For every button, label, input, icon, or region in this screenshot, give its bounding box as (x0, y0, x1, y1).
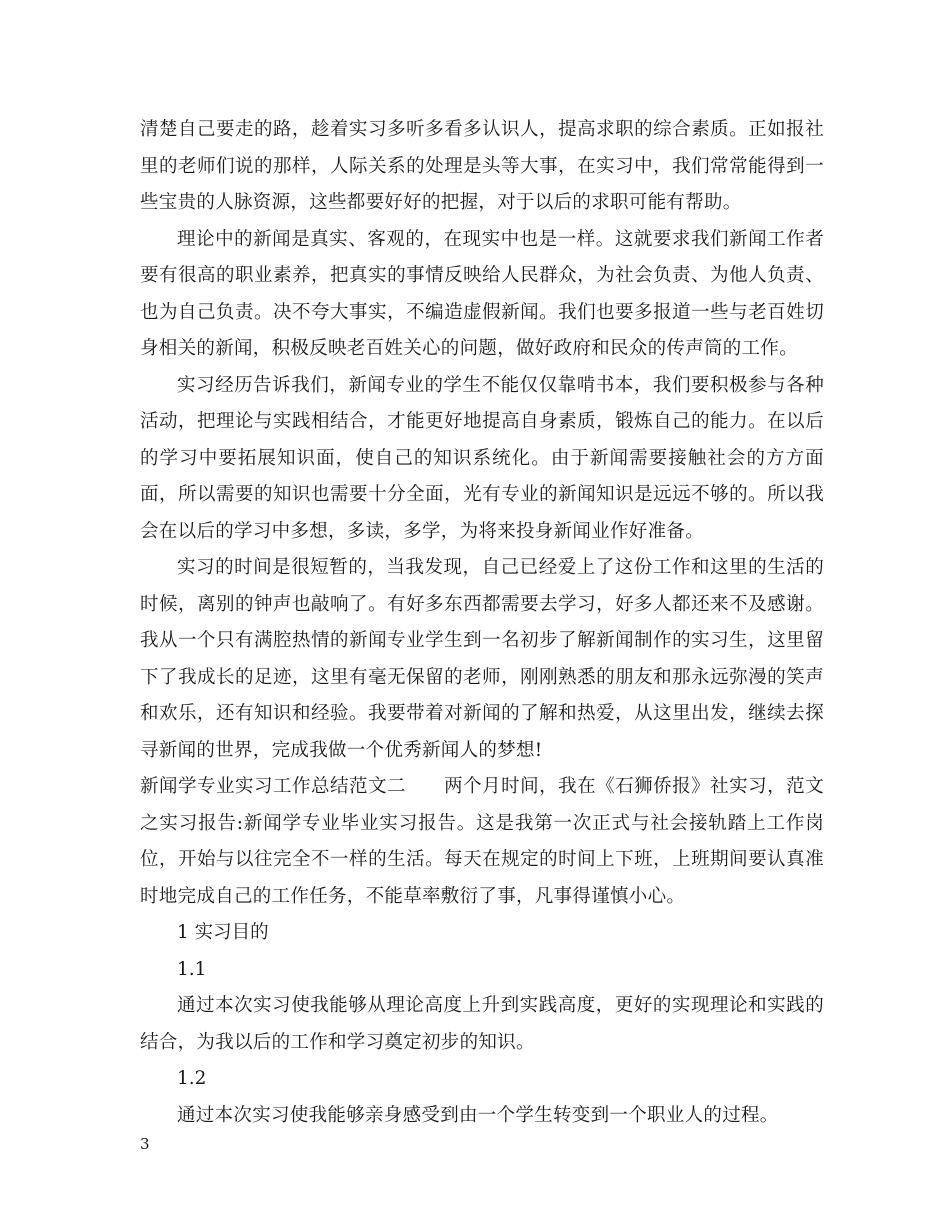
page-number: 3 (140, 1135, 150, 1153)
subsection-number: 1.1 (177, 958, 207, 980)
paragraph: 通过本次实习使我能够从理论高度上升到实践高度，更好的实现理论和实践的结合，为我以后的工作和学习奠定初步的知识。 (140, 995, 824, 1053)
paragraph: 实习的时间是很短暂的，当我发现，自己已经爱上了这份工作和这里的生活的时候，离别的钟声也敲响了。有好多东西都需要去学习，好多人都还来不及感谢。我从一个只有满腔热情的新闻专业学生到一名初步了解新闻制作的实习生，这里留下了我成长的足迹，这里有毫无保留的老师，刚刚熟悉的朋友和那永远弥漫的笑声和欢乐，还有知识和经验。我要带着对新闻的了解和热爱，从这里出发，继续去探寻新闻的世界，完成我做一个优秀新闻人的梦想! (140, 557, 824, 761)
subsection-number: 1.2 (177, 1068, 207, 1089)
section-heading: 1 实习目的 (177, 922, 269, 943)
paragraph: 理论中的新闻是真实、客观的，在现实中也是一样。这就要求我们新闻工作者要有很高的职业素养，把真实的事情反映给人民群众，为社会负责、为他人负责、也为自己负责。决不夸大事实，不编造虚假新闻。我们也要多报道一些与老百姓切身相关的新闻，积极反映老百姓关心的问题，做好政府和民众的传声筒的工作。 (140, 228, 824, 359)
paragraph: 清楚自己要走的路，趁着实习多听多看多认识人，提高求职的综合素质。正如报社里的老师们说的那样，人际关系的处理是头等大事，在实习中，我们常常能得到一些宝贵的人脉资源，这些都要好好的把握，对于以后的求职可能有帮助。 (140, 119, 824, 213)
document-body (140, 112, 824, 1134)
paragraph: 通过本次实习使我能够亲身感受到由一个学生转变到一个职业人的过程。 (177, 1104, 779, 1126)
paragraph: 新闻学专业实习工作总结范文二 两个月时间，我在《石狮侨报》社实习，范文之实习报告:新闻学专业毕业实习报告。这是我第一次正式与社会接轨踏上工作岗位，开始与以往完全不一样的生活。每天在规定的时间上下班，上班期间要认真准时地完成自己的工作任务，不能草率敷衍了事，凡事得谨慎小心。 (140, 776, 824, 907)
paragraph: 实习经历告诉我们，新闻专业的学生不能仅仅靠啃书本，我们要积极参与各种活动，把理论与实践相结合，才能更好地提高自身素质，锻炼自己的能力。在以后的学习中要拓展知识面，使自己的知识系统化。由于新闻需要接触社会的方方面面，所以需要的知识也需要十分全面，光有专业的新闻知识是远远不够的。所以我会在以后的学习中多想，多读，多学，为将来投身新闻业作好准备。 (140, 374, 824, 542)
